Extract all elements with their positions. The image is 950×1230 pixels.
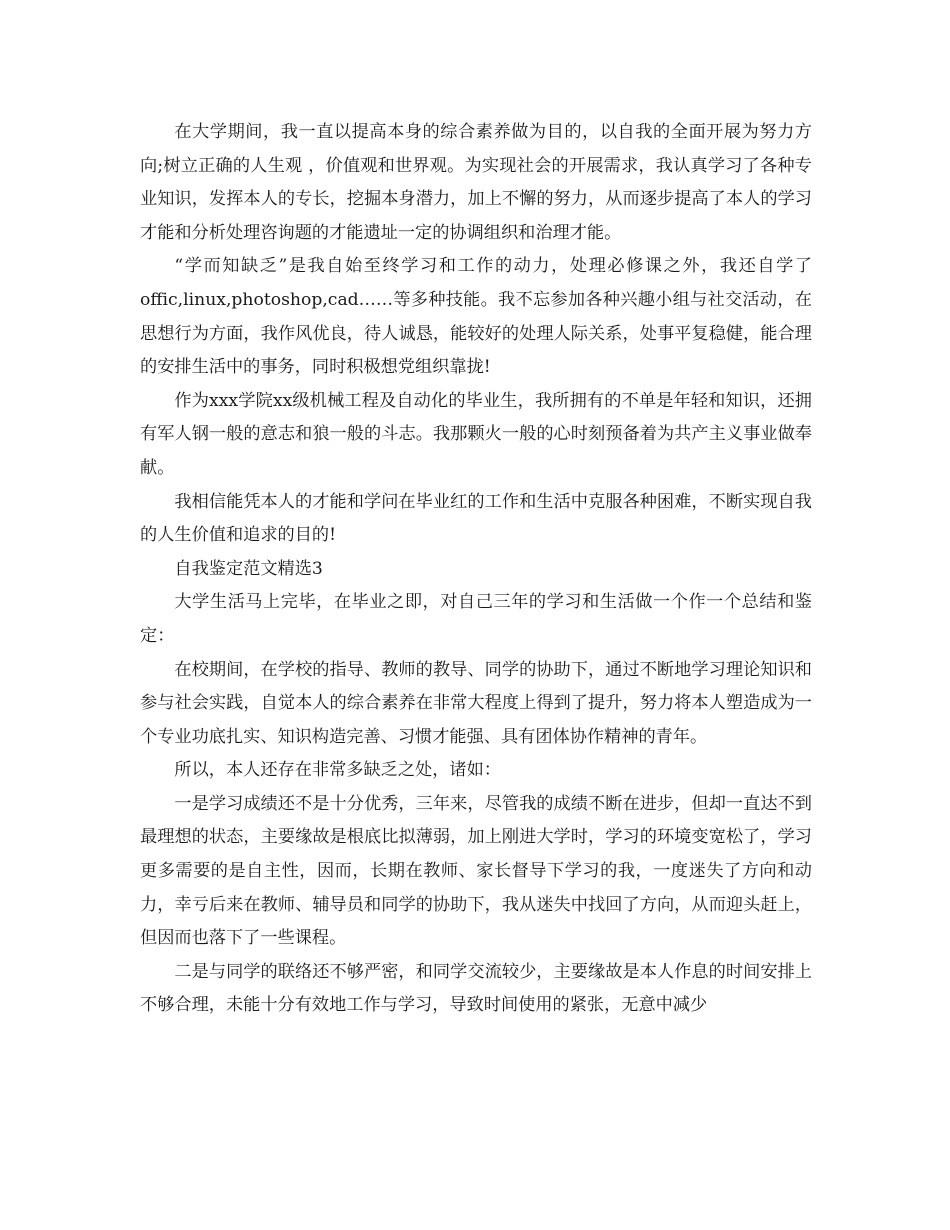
paragraph-1: 在大学期间，我一直以提高本身的综合素养做为目的，以自我的全面开展为努力方向;树立正确的人生观 ，价值观和世界观。为实现社会的开展需求，我认真学习了各种专业知识，发挥本人的专长，挖掘本身潜力，加上不懈的努力，从而逐步提高了本人的学习才能和分析处理咨询题的才能遗址一定的协调组织和治理才能。	[140, 122, 812, 243]
paragraph-3: 作为xxx学院xx级机械工程及自动化的毕业生，我所拥有的不单是年轻和知识，还拥有军人钢一般的意志和狼一般的斗志。我那颗火一般的心时刻预备着为共产主义事业做奉献。	[140, 390, 812, 478]
document-body	[140, 116, 812, 1023]
paragraph-4: 我相信能凭本人的才能和学问在毕业红的工作和生活中克服各种困难，不断实现自我的人生价值和追求的目的!	[140, 491, 812, 546]
paragraph-8: 一是学习成绩还不是十分优秀，三年来，尽管我的成绩不断在进步，但却一直达不到最理想的状态，主要缘故是根底比拟薄弱，加上刚进大学时，学习的环境变宽松了，学习更多需要的是自主性，因而，长期在教师、家长督导下学习的我，一度迷失了方向和动力，幸亏后来在教师、辅导员和同学的协助下，我从迷失中找回了方向，从而迎头赶上，但因而也落下了一些课程。	[140, 793, 812, 949]
paragraph-2: “学而知缺乏”是我自始至终学习和工作的动力，处理必修课之外，我还自学了offic,linux,photoshop,cad……等多种技能。我不忘参加各种兴趣小组与社交活动，在思想行为方面，我作风优良，待人诚恳，能较好的处理人际关系，处事平复稳健，能合理的安排生活中的事务，同时积极想党组织靠拢!	[140, 256, 812, 378]
paragraph-6: 在校期间，在学校的指导、教师的教导、同学的协助下，通过不断地学习理论知识和参与社会实践，自觉本人的综合素养在非常大程度上得到了提升，努力将本人塑造成为一个专业功底扎实、知识构造完善、习惯才能强、具有团体协作精神的青年。	[140, 659, 812, 747]
paragraph-9: 二是与同学的联络还不够严密，和同学交流较少，主要缘故是本人作息的时间安排上不够合理，未能十分有效地工作与学习，导致时间使用的紧张，无意中减少	[140, 961, 812, 1016]
paragraph-7: 所以，本人还存在非常多缺乏之处，诸如：	[174, 760, 501, 781]
section-heading: 自我鉴定范文精选3	[174, 558, 323, 579]
paragraph-5: 大学生活马上完毕，在毕业之即，对自己三年的学习和生活做一个作一个总结和鉴定：	[140, 592, 812, 646]
